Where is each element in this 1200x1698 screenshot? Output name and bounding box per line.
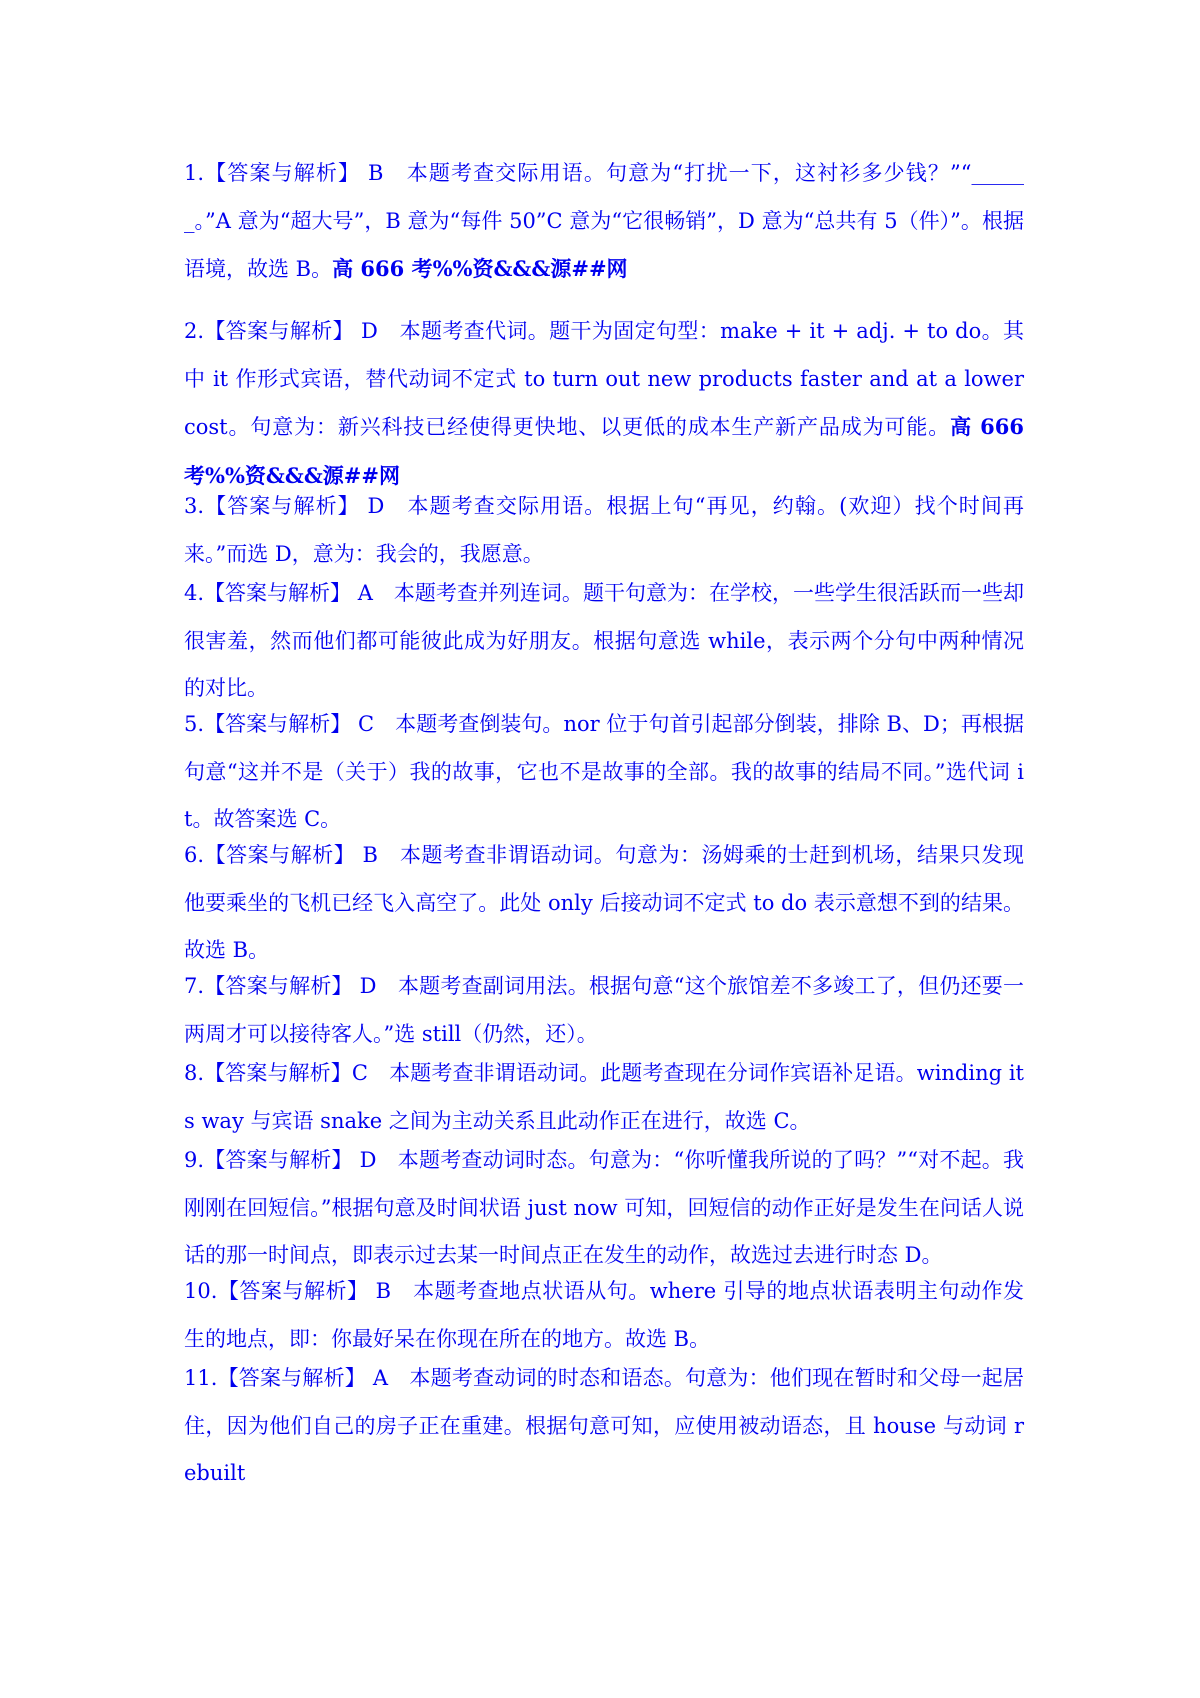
paragraph-text: 6.【答案与解析】 B 本题考查非谓语动词。句意为：汤姆乘的士赶到机场，结果只发现他要乘坐的飞机已经飞入高空了。此处 only 后接动词不定式 to do 表示意想不到的结果。故选 B。 (184, 843, 1024, 962)
paragraph-text: 9.【答案与解析】 D 本题考查动词时态。句意为：“你听懂我所说的了吗？”“对不起。我刚刚在回短信。”根据句意及时间状语 just now 可知，回短信的动作正好是发生在问话人说话的那一时间点，即表示过去某一时间点正在发生的动作，故选过去进行时态 D。 (184, 1148, 1024, 1267)
answer-paragraph-1 (184, 150, 1024, 294)
answer-paragraph-7 (184, 963, 1024, 1058)
answer-paragraph-10 (184, 1268, 1024, 1363)
paragraph-text: 8.【答案与解析】C 本题考查非谓语动词。此题考查现在分词作宾语补足语。winding its way 与宾语 snake 之间为主动关系且此动作正在进行，故选 C。 (184, 1061, 1024, 1133)
answer-paragraph-8 (184, 1050, 1024, 1145)
paragraph-text: 2.【答案与解析】 D 本题考查代词。题干为固定句型：make + it + adj. + to do。其中 it 作形式宾语，替代动词不定式 to turn out new products faster and at a lower cost。句意为：新兴科技已经使得更快地、以更低的成本生产新产品成为可能。 (184, 319, 1024, 439)
answer-paragraph-6 (184, 832, 1024, 975)
paragraph-text: 4.【答案与解析】 A 本题考查并列连词。题干句意为：在学校，一些学生很活跃而一些却很害羞，然而他们都可能彼此成为好朋友。根据句意选 while，表示两个分句中两种情况的对比。 (184, 581, 1024, 700)
answer-paragraph-3 (184, 483, 1024, 578)
answer-paragraph-9 (184, 1137, 1024, 1280)
answer-paragraph-5 (184, 701, 1024, 844)
paragraph-text: 11.【答案与解析】 A 本题考查动词的时态和语态。句意为：他们现在暂时和父母一起居住，因为他们自己的房子正在重建。根据句意可知，应使用被动语态，且 house 与动词 rebuilt (184, 1366, 1025, 1485)
paragraph-text: 5.【答案与解析】 C 本题考查倒装句。nor 位于句首引起部分倒装，排除 B、D；再根据句意“这并不是（关于）我的故事，它也不是故事的全部。我的故事的结局不同。”选代词 it。故答案选 C。 (184, 712, 1024, 831)
paragraph-text: 10.【答案与解析】 B 本题考查地点状语从句。where 引导的地点状语表明主句动作发生的地点，即：你最好呆在你现在所在的地方。故选 B。 (184, 1279, 1024, 1351)
answer-paragraph-4 (184, 570, 1024, 713)
watermark-text: 高 666 考%%资&&&源##网 (184, 414, 1024, 488)
paragraph-text: 3.【答案与解析】 D 本题考查交际用语。根据上句“再见，约翰。(欢迎）找个时间再来。”而选 D，意为：我会的，我愿意。 (184, 494, 1024, 566)
answer-paragraph-2 (184, 308, 1024, 500)
paragraph-text: 1.【答案与解析】 B 本题考查交际用语。句意为“打扰一下，这衬衫多少钱？”“______。”A 意为“超大号”，B 意为“每件 50”C 意为“它很畅销”，D 意为“总共有 5（件）”。根据语境，故选 B。 (184, 161, 1024, 281)
paragraph-text: 7.【答案与解析】 D 本题考查副词用法。根据句意“这个旅馆差不多竣工了，但仍还要一两周才可以接待客人。”选 still（仍然，还）。 (184, 974, 1024, 1046)
watermark-text: 高 666 考%%资&&&源##网 (332, 256, 628, 281)
answer-paragraph-11 (184, 1355, 1024, 1498)
